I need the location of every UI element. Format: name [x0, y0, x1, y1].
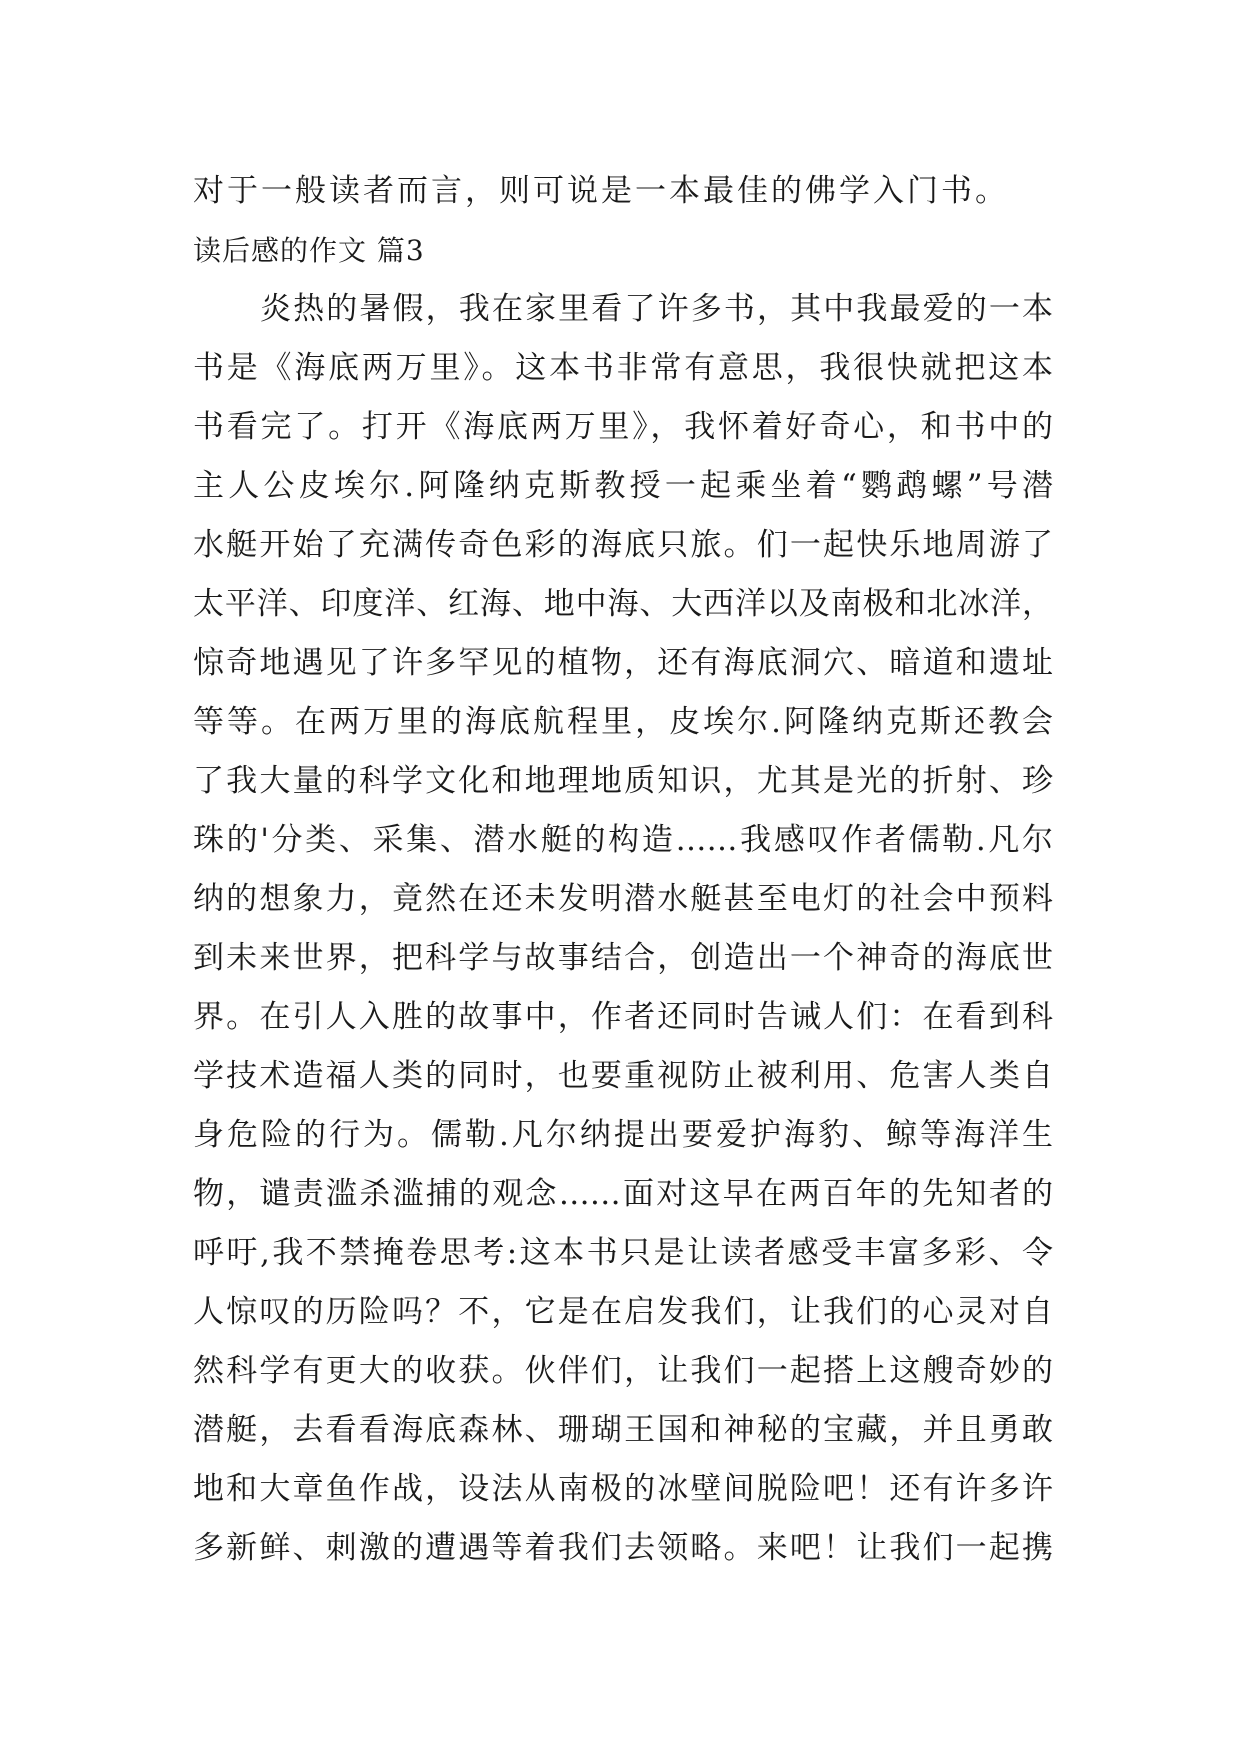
paragraph-line: 到未来世界，把科学与故事结合，创造出一个神奇的海底世 — [193, 940, 1053, 976]
paragraph-line: 然科学有更大的收获。伙伴们，让我们一起搭上这艘奇妙的 — [193, 1353, 1053, 1389]
paragraph-line: 学技术造福人类的同时，也要重视防止被利用、危害人类自 — [193, 1058, 1053, 1094]
paragraph-line: 珠的'分类、采集、潜水艇的构造……我感叹作者儒勒.凡尔 — [193, 822, 1053, 858]
paragraph-line: 人惊叹的历险吗？不，它是在启发我们，让我们的心灵对自 — [193, 1294, 1053, 1330]
paragraph-line: 主人公皮埃尔.阿隆纳克斯教授一起乘坐着“鹦鹉螺”号潜 — [193, 468, 1053, 504]
paragraph-line: 多新鲜、刺激的遭遇等着我们去领略。来吧！让我们一起携 — [193, 1530, 1053, 1566]
paragraph-line: 水艇开始了充满传奇色彩的海底只旅。们一起快乐地周游了 — [193, 527, 1053, 563]
paragraph-line: 书是《海底两万里》。这本书非常有意思，我很快就把这本 — [193, 350, 1053, 386]
paragraph-line: 等等。在两万里的海底航程里，皮埃尔.阿隆纳克斯还教会 — [193, 704, 1053, 740]
document-body — [193, 162, 1053, 1578]
paragraph-line: 炎热的暑假，我在家里看了许多书，其中我最爱的一本 — [260, 291, 1053, 327]
section-heading: 读后感的作文 篇3 — [193, 234, 425, 267]
paragraph-line: 了我大量的科学文化和地理地质知识，尤其是光的折射、珍 — [193, 763, 1053, 799]
paragraph-line: 呼吁,我不禁掩卷思考:这本书只是让读者感受丰富多彩、令 — [193, 1235, 1053, 1271]
paragraph-line: 身危险的行为。儒勒.凡尔纳提出要爱护海豹、鲸等海洋生 — [193, 1117, 1053, 1153]
intro-line: 对于一般读者而言，则可说是一本最佳的佛学入门书。 — [193, 173, 1009, 209]
paragraph-line: 书看完了。打开《海底两万里》，我怀着好奇心，和书中的 — [193, 409, 1053, 445]
paragraph-line: 潜艇，去看看海底森林、珊瑚王国和神秘的宝藏，并且勇敢 — [193, 1412, 1053, 1448]
paragraph-line: 纳的想象力，竟然在还未发明潜水艇甚至电灯的社会中预料 — [193, 881, 1053, 917]
essay-paragraph — [193, 280, 1053, 1578]
paragraph-line: 地和大章鱼作战，设法从南极的冰壁间脱险吧！还有许多许 — [193, 1471, 1053, 1507]
paragraph-line: 界。在引人入胜的故事中，作者还同时告诫人们：在看到科 — [193, 999, 1053, 1035]
paragraph-line: 惊奇地遇见了许多罕见的植物，还有海底洞穴、暗道和遗址 — [193, 645, 1053, 681]
paragraph-line: 物，谴责滥杀滥捕的观念……面对这早在两百年的先知者的 — [193, 1176, 1053, 1212]
paragraph-line: 太平洋、印度洋、红海、地中海、大西洋以及南极和北冰洋， — [193, 586, 1053, 622]
